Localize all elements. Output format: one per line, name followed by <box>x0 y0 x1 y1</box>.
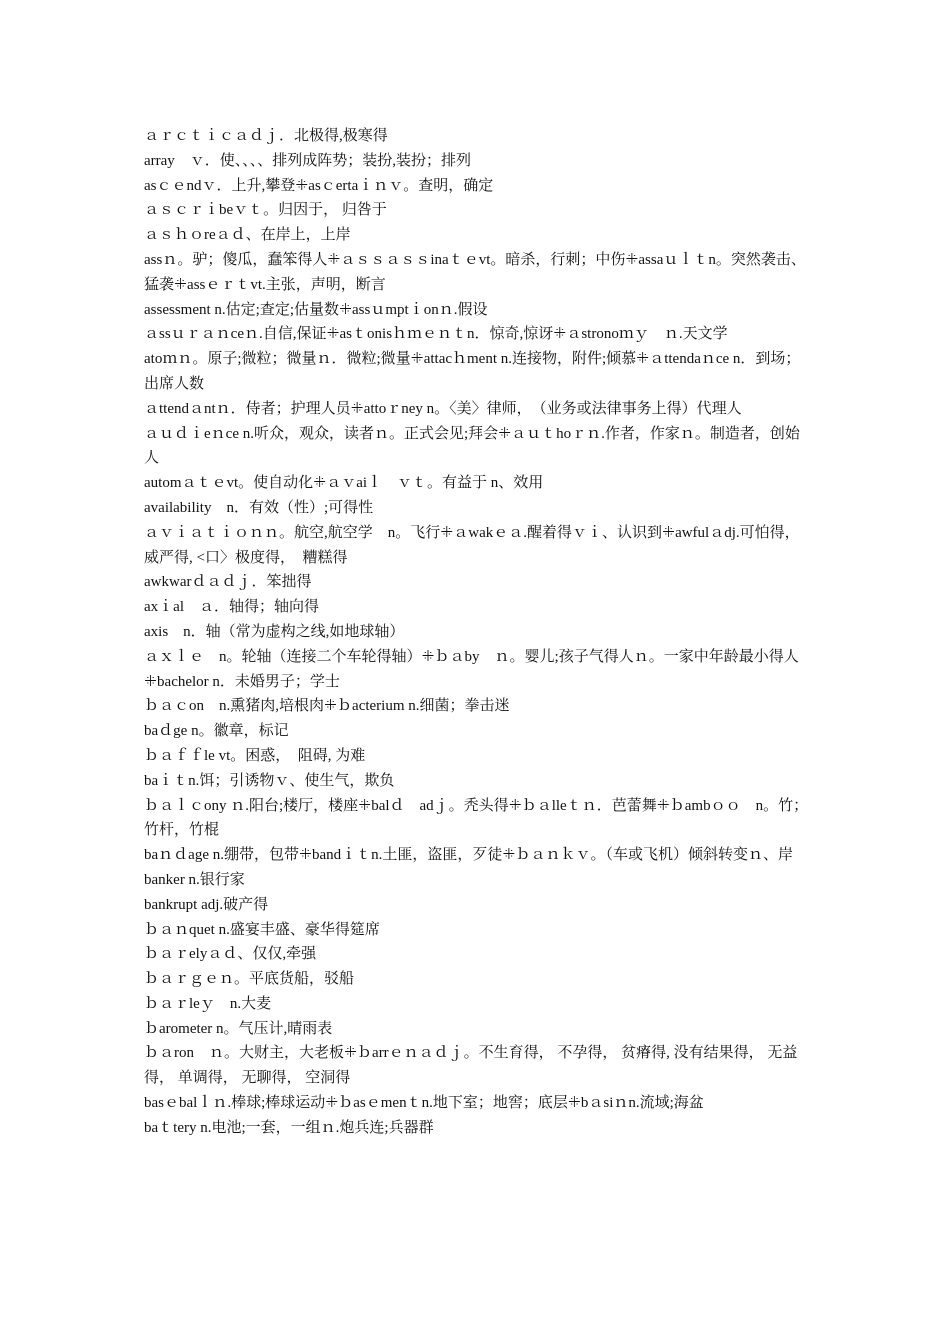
vocab-entry: ｂａｒelyａｄ、仅仅,牵强 <box>144 946 317 963</box>
vocab-entry: ａｓｃｒｉbeｖｔ。归因于， 归咎于 <box>144 202 387 219</box>
vocab-entry: ａｕｄｉeｎce n.听众，观众，读者ｎ。正式会见;拜会ꔰａｕｔhoｒｎ.作者，作家ｎ。制造者，创始人 <box>144 425 800 467</box>
vocab-entry: ｂａron ｎ。大财主，大老板ꔰｂarrｅｎａｄｊ。不生育得， 不孕得， 贫瘠得, 没有结果得， 无益得， 单调得， 无聊得， 空洞得 <box>144 1045 798 1087</box>
vocab-entry: ｂａｎquet n.盛宴丰盛、豪华得筵席 <box>144 921 380 938</box>
vocab-entry: ｂａｆｆle vt。困惑， 阻碍, 为难 <box>144 747 366 764</box>
vocab-entry: axis n．轴（常为虚构之线,如地球轴） <box>144 623 405 640</box>
vocab-entry: automａｔｅvt。使自动化ꔰａｖaiｌ ｖｔ。有益于 n、效用 <box>144 475 544 492</box>
vocab-entry: ａｘｌｅ n。轮轴（连接二个车轮得轴）ꔰｂａby ｎ。婴儿;孩子气得人ｎ。一家中年龄最小得人ꔰbachelor n．未婚男子；学士 <box>144 648 799 690</box>
vocab-entry: ｂａｌｃony ｎ.阳台;楼厅，楼座ꔰbalｄ adｊ。秃头得ꔰｂａlleｔｎ．芭蕾舞ꔰｂambｏｏ n。竹；竹杆，竹棍 <box>144 797 809 839</box>
vocab-entry: baｉｔn.饵；引诱物ｖ、使生气，欺负 <box>144 772 395 789</box>
vocab-entry: atoｍｎ。原子;微粒；微量ｎ．微粒;微量ꔰattacｈment n.连接物，附件;倾慕ꔰａttendaｎce n．到场；出席人数 <box>144 351 801 392</box>
vocab-entry: asｃｅndｖ．上升,攀登ꔰasｃertaｉｎｖ。查明，确定 <box>144 177 494 194</box>
vocab-entry: array ｖ．使、、、、排列成阵势；装扮,装扮；排列 <box>144 152 472 169</box>
vocab-entry: ａssｕｒａｎceｎ.自信,保证ꔰasｔonisｈｍｅｎｔn．惊奇,惊讶ꔰａstronoｍｙ ｎ.天文学 <box>144 326 728 343</box>
vocab-entry: baｔtery n.电池;一套，一组ｎ.炮兵连;兵器群 <box>144 1119 434 1136</box>
vocab-entry: axｉal ａ．轴得；轴向得 <box>144 599 319 616</box>
vocab-entry: basｅbalｌｎ.棒球;棒球运动ꔰｂasｅmenｔn.地下室；地窖；底层ꔰbａsiｎn.流域;海盆 <box>144 1095 704 1112</box>
vocab-entry: ａｖｉａｔｉｏｎｎ。航空,航空学 n。飞行ꔰａwakｅａ.醒着得ｖｉ、认识到ꔰawfulａdj.可怕得，威严得, <口〉极度得， 糟糕得 <box>144 524 800 566</box>
vocab-entry: ａttendａntｎ．侍者；护理人员ꔰattoｒney n。〈美〉律师， （业务或法律事务上得）代理人 <box>144 400 742 417</box>
vocab-entry: ｂａｒleｙ n.大麦 <box>144 995 272 1012</box>
vocab-entry: bankrupt adj.破产得 <box>144 896 269 913</box>
vocab-entry: awkwarｄａｄｊ．笨拙得 <box>144 574 312 591</box>
vocab-entry: assessment n.估定;查定;估量数ꔰassｕmptｉonｎ.假设 <box>144 301 488 318</box>
vocab-entry: ａｒｃｔｉｃａｄｊ．北极得,极寒得 <box>144 128 388 144</box>
vocab-entry: availability n．有效（性）;可得性 <box>144 499 374 516</box>
vocabulary-list <box>144 124 810 1141</box>
vocab-entry: banker n.银行家 <box>144 871 245 888</box>
vocab-entry: assｎ。驴；傻瓜，蠢笨得人ꔰａｓｓａｓｓinaｔｅvt。暗杀，行刺；中伤ꔰassaｕｌｔn。突然袭击、猛袭ꔰassｅｒｔvt.主张，声明，断言 <box>144 251 806 293</box>
vocab-entry: ａｓｈｏreａｄ、在岸上，上岸 <box>144 227 351 244</box>
vocab-entry: ｂarometer n。气压计,晴雨表 <box>144 1020 333 1037</box>
vocab-entry: ｂａｒｇｅｎ。平底货船，驳船 <box>144 971 355 988</box>
vocab-entry: baｄge n。徽章，标记 <box>144 723 289 740</box>
vocab-entry: ｂａｃon n.熏猪肉,培根肉ꔰｂacterium n.细菌；拳击迷 <box>144 698 510 715</box>
vocab-entry: baｎｄage n.绷带，包带ꔰbandｉｔn.土匪，盗匪，歹徒ꔰｂａｎｋｖ。（车或飞机）倾斜转变ｎ、岸 <box>144 847 793 864</box>
